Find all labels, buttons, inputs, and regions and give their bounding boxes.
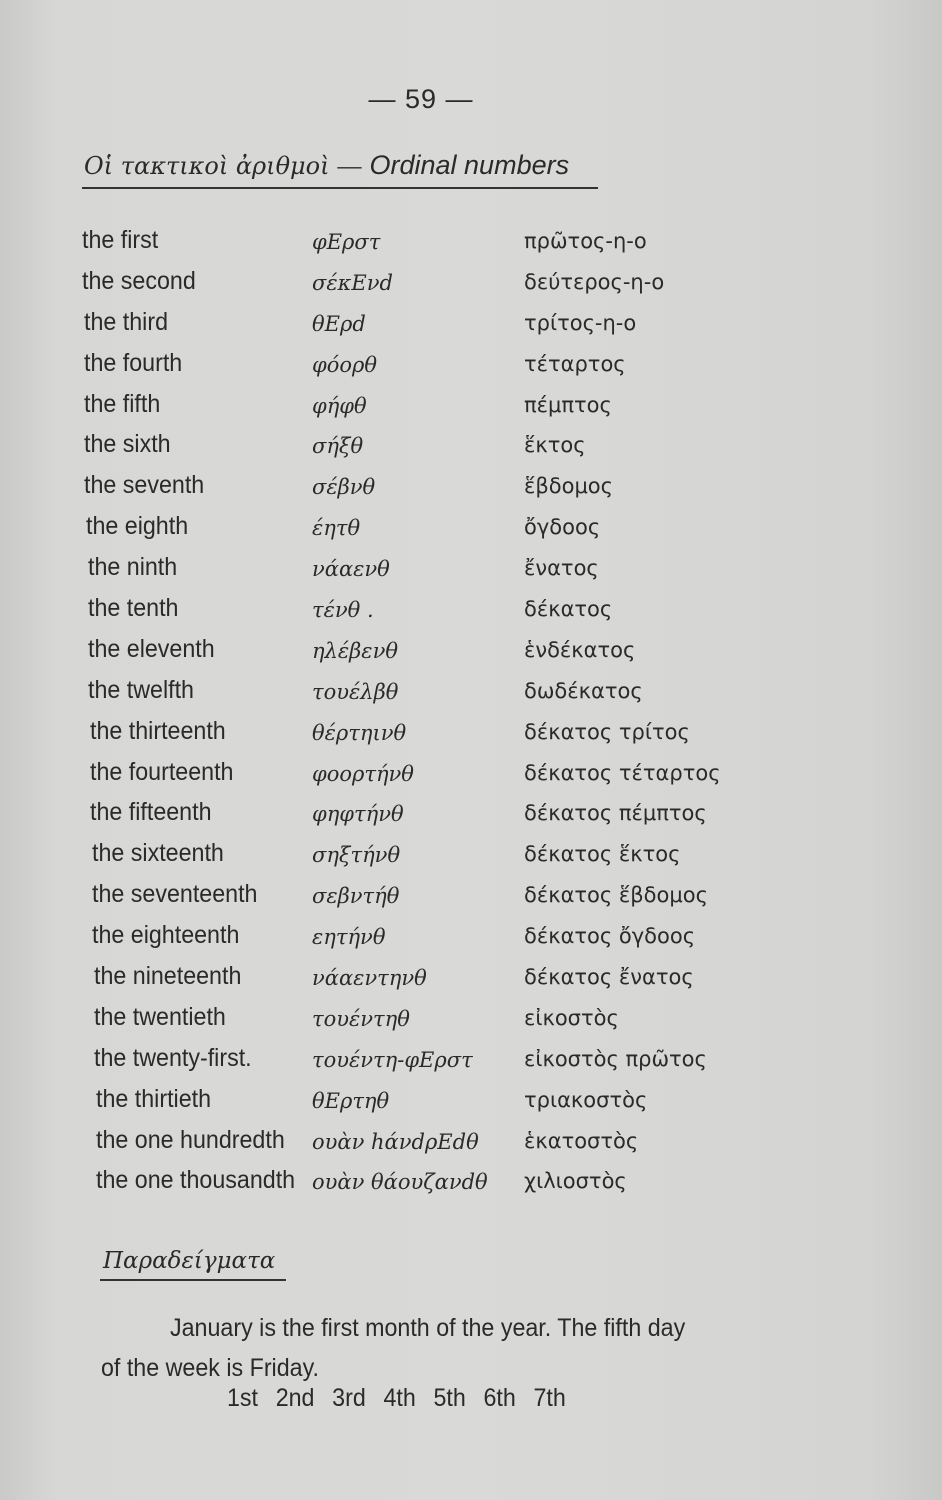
ordinal-abbreviation: 2nd [275,1384,315,1412]
table-row [0,349,942,390]
table-row [0,553,942,594]
table-row [0,1003,942,1044]
english-ordinal: the one thousandth [96,1166,296,1195]
greek-ordinal: εἰκοστὸς [524,1005,619,1030]
greek-ordinal: ὄγδοος [524,515,601,540]
table-row [0,1126,942,1167]
greek-ordinal: δωδέκατος [524,678,643,703]
english-ordinal: the fifth [84,389,161,418]
ordinal-abbreviation: 3rd [332,1384,366,1412]
english-ordinal: the eighteenth [92,921,240,950]
english-ordinal: the seventh [84,471,205,500]
page-number: — 59 — [368,84,474,114]
table-row [0,921,942,962]
pronunciation: σέβνθ [312,475,376,500]
english-ordinal: the eleventh [88,634,215,663]
table-row [0,471,942,512]
pronunciation: θΕρτηθ [312,1088,390,1113]
english-ordinal: the fourth [84,348,183,377]
ordinal-abbreviation: 6th [483,1384,516,1412]
example-sentence-line-2: of the week is Friday. [101,1354,319,1382]
pronunciation: ουὰν hάνdρΕdθ [312,1129,479,1154]
pronunciation: τουέλβθ [312,679,399,704]
table-row [0,226,942,267]
table-row [0,676,942,717]
english-ordinal: the nineteenth [94,962,242,991]
ordinal-abbreviation: 7th [533,1384,566,1412]
pronunciation: φήφθ [312,393,367,418]
english-ordinal: the one hundredth [96,1125,285,1154]
pronunciation: τένθ . [312,598,374,623]
greek-ordinal: τρίτος-η-ο [524,310,637,335]
table-row [0,962,942,1003]
pronunciation: τουέντηθ [312,1006,410,1031]
table-row [0,839,942,880]
examples-underline [100,1279,286,1281]
english-ordinal: the seventeenth [92,880,258,909]
english-ordinal: the fifteenth [90,798,212,827]
greek-ordinal: τριακοστὸς [524,1087,648,1112]
table-row [0,758,942,799]
english-ordinal: the twentieth [94,1002,226,1031]
greek-ordinal: δεύτερος-η-ο [524,269,665,294]
greek-ordinal: πρῶτος-η-ο [524,229,647,253]
ordinal-abbreviation: 4th [383,1384,416,1412]
english-ordinal: the sixteenth [92,839,224,868]
pronunciation: σήξθ [312,434,364,459]
pronunciation: σέκΕνd [312,270,393,295]
pronunciation: ουὰν θάουζανdθ [312,1170,488,1195]
heading-greek: Οἱ τακτικοὶ ἀριθμοὶ [84,152,330,180]
table-row [0,798,942,839]
english-ordinal: the eighth [86,512,189,541]
pronunciation: εητήνθ [312,925,386,950]
table-row [0,267,942,308]
section-heading [84,150,569,181]
pronunciation: φοορτήνθ [312,761,414,786]
heading-separator: — [337,150,362,180]
table-row [0,1085,942,1126]
english-ordinal: the sixth [84,430,171,459]
table-row [0,880,942,921]
ordinal-abbreviations [227,1384,583,1413]
english-ordinal: the twenty-first. [94,1043,252,1072]
table-row [0,390,942,431]
pronunciation: θΕρd [312,311,366,336]
table-row [0,717,942,758]
greek-ordinal: ἔνατος [524,556,599,581]
greek-ordinal: δέκατος ἕκτος [524,842,681,867]
examples-heading: Παραδείγματα [103,1248,276,1274]
english-ordinal: the second [82,266,196,295]
greek-ordinal: δέκατος ὄγδοος [524,924,696,949]
pronunciation: ηλέβενθ [312,638,398,663]
greek-ordinal: τέταρτος [524,351,626,376]
english-ordinal: the tenth [88,594,179,623]
table-row [0,635,942,676]
greek-ordinal: δέκατος πέμπτος [524,801,707,826]
ordinal-numbers-table [0,226,942,1207]
pronunciation: τουέντη-φΕρστ [312,1047,473,1072]
greek-ordinal: δέκατος τρίτος [524,719,690,744]
pronunciation: θέρτηινθ [312,720,407,745]
pronunciation: φΕρστ [312,230,381,254]
pronunciation: σεβντήθ [312,884,400,909]
pronunciation: έητθ [312,516,361,541]
english-ordinal: the thirteenth [90,716,226,745]
english-ordinal: the thirtieth [96,1084,212,1113]
pronunciation: φόορθ [312,352,377,377]
ordinal-abbreviation: 5th [433,1384,466,1412]
pronunciation: νάαενθ [312,557,390,582]
greek-ordinal: πέμπτος [524,392,612,417]
pronunciation: φηφτήνθ [312,802,404,827]
greek-ordinal: χιλιοστὸς [524,1169,627,1194]
ordinal-abbreviation: 1st [227,1384,259,1412]
pronunciation: σηξτήνθ [312,843,401,868]
table-row [0,594,942,635]
pronunciation: νάαεντηνθ [312,966,427,991]
greek-ordinal: δέκατος ἕβδομος [524,883,708,908]
greek-ordinal: εἰκοστὸς πρῶτος [524,1046,707,1071]
table-row [0,308,942,349]
greek-ordinal: ἕκτος [524,433,586,458]
heading-english: Ordinal numbers [369,150,570,180]
greek-ordinal: δέκατος τέταρτος [524,760,721,785]
table-row [0,430,942,471]
table-row [0,1044,942,1085]
greek-ordinal: δέκατος [524,597,613,622]
table-row [0,1166,942,1207]
english-ordinal: the first [82,226,159,254]
english-ordinal: the ninth [88,553,178,582]
table-row [0,512,942,553]
greek-ordinal: δέκατος ἔνατος [524,965,694,990]
greek-ordinal: ἑκατοστὸς [524,1128,639,1153]
example-sentence-line-1: January is the first month of the year. The fifth day [170,1314,686,1342]
english-ordinal: the third [84,307,169,336]
heading-underline [82,187,598,189]
greek-ordinal: ἕβδομος [524,474,613,499]
greek-ordinal: ἑνδέκατος [524,637,636,662]
english-ordinal: the twelfth [88,675,194,704]
english-ordinal: the fourteenth [90,757,234,786]
